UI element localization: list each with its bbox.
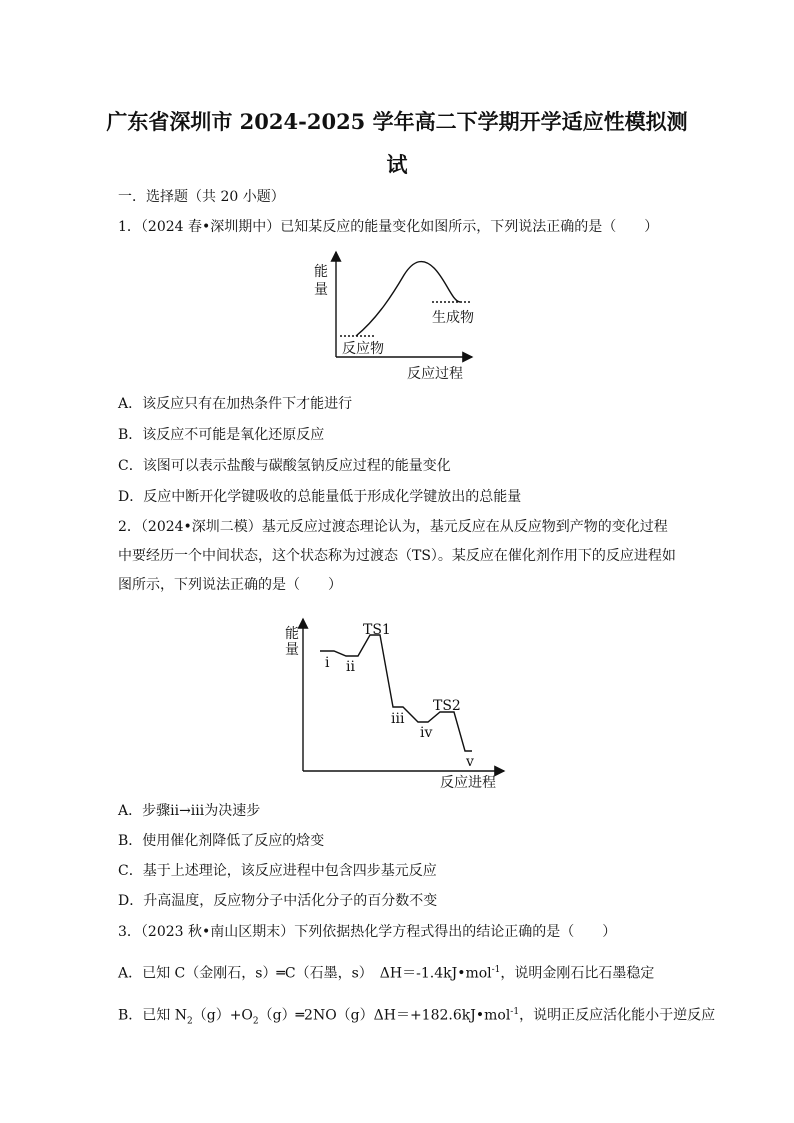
q2-energy-path <box>320 635 472 751</box>
q2-option-a: A．步骤ⅱ→ⅲ为决速步 <box>118 803 261 819</box>
q1-option-a: A．该反应只有在加热条件下才能进行 <box>118 396 353 412</box>
q1-reactant-label: 反应物 <box>342 341 384 357</box>
q1-stem: 1．（2024 春•深圳期中）已知某反应的能量变化如图所示，下列说法正确的是（ ） <box>118 219 659 235</box>
q1-option-b: B．该反应不可能是氧化还原反应 <box>118 427 325 443</box>
q2-label-iii: iii <box>391 711 405 727</box>
q2-label-i: i <box>325 655 330 671</box>
q3-option-b <box>118 1002 715 1031</box>
q2-label-iv: iv <box>420 725 433 741</box>
q2-label-ts2: TS2 <box>433 698 461 714</box>
q1-option-c: C．该图可以表示盐酸与碳酸氢钠反应过程的能量变化 <box>118 458 451 474</box>
q2-option-b: B．使用催化剂降低了反应的焓变 <box>118 833 325 849</box>
q1-xlabel: 反应过程 <box>407 366 463 382</box>
q3-option-b-sub1: 2 <box>187 1016 193 1027</box>
q3-option-a-text: A．已知 C（金刚石，s）═C（石墨，s） ΔH＝-1.4kJ•mol <box>118 965 492 982</box>
q3-option-b-text: B．已知 N <box>118 1007 187 1024</box>
q1-option-d: D．反应中断开化学键吸收的总能量低于形成化学键放出的总能量 <box>118 489 522 505</box>
q1-ylabel-1: 能 <box>314 264 328 280</box>
q1-energy-curve <box>356 262 460 336</box>
q3-option-b-sup: -1 <box>510 1007 520 1017</box>
q2-xlabel: 反应进程 <box>440 775 496 791</box>
q1-product-label: 生成物 <box>432 310 474 326</box>
q3-option-a-tail: ，说明金刚石比石墨稳定 <box>500 965 655 982</box>
q3-stem: 3．（2023 秋•南山区期末）下列依据热化学方程式得出的结论正确的是（ ） <box>118 924 617 940</box>
q3-option-b-sub2: 2 <box>252 1016 259 1027</box>
q3-option-b-eq: （g）═2NO（g）ΔH＝+182.6kJ•mol <box>258 1007 511 1024</box>
section-heading: 一．选择题（共 20 小题） <box>118 189 285 205</box>
q2-ylabel-1: 能 <box>285 626 299 642</box>
q3-option-a-sup: -1 <box>491 965 501 975</box>
q2-label-ii: ii <box>346 659 355 675</box>
q2-label-v: v <box>466 754 474 770</box>
q2-option-d: D．升高温度，反应物分子中活化分子的百分数不变 <box>118 893 438 909</box>
page-title: 广东省深圳市 2024-2025 学年高二下学期开学适应性模拟测试 <box>106 109 688 177</box>
q3-option-b-mid: （g）+O <box>192 1007 253 1024</box>
q2-option-c: C．基于上述理论，该反应进程中包含四步基元反应 <box>118 863 437 879</box>
q1-ylabel-2: 量 <box>314 282 328 298</box>
q3-option-a <box>118 960 654 984</box>
q3-option-b-tail: ，说明正反应活化能小于逆反应 <box>519 1007 716 1024</box>
q2-label-ts1: TS1 <box>363 622 391 638</box>
q2-stem: 2．（2024•深圳二模）基元反应过渡态理论认为，基元反应在从反应物到产物的变化过程中要经历一个中间状态，这个状态称为过渡态（TS）。某反应在催化剂作用下的反应进程如图所示，下列说法正确的是（ ） <box>118 519 676 593</box>
q2-ylabel-2: 量 <box>285 642 299 658</box>
